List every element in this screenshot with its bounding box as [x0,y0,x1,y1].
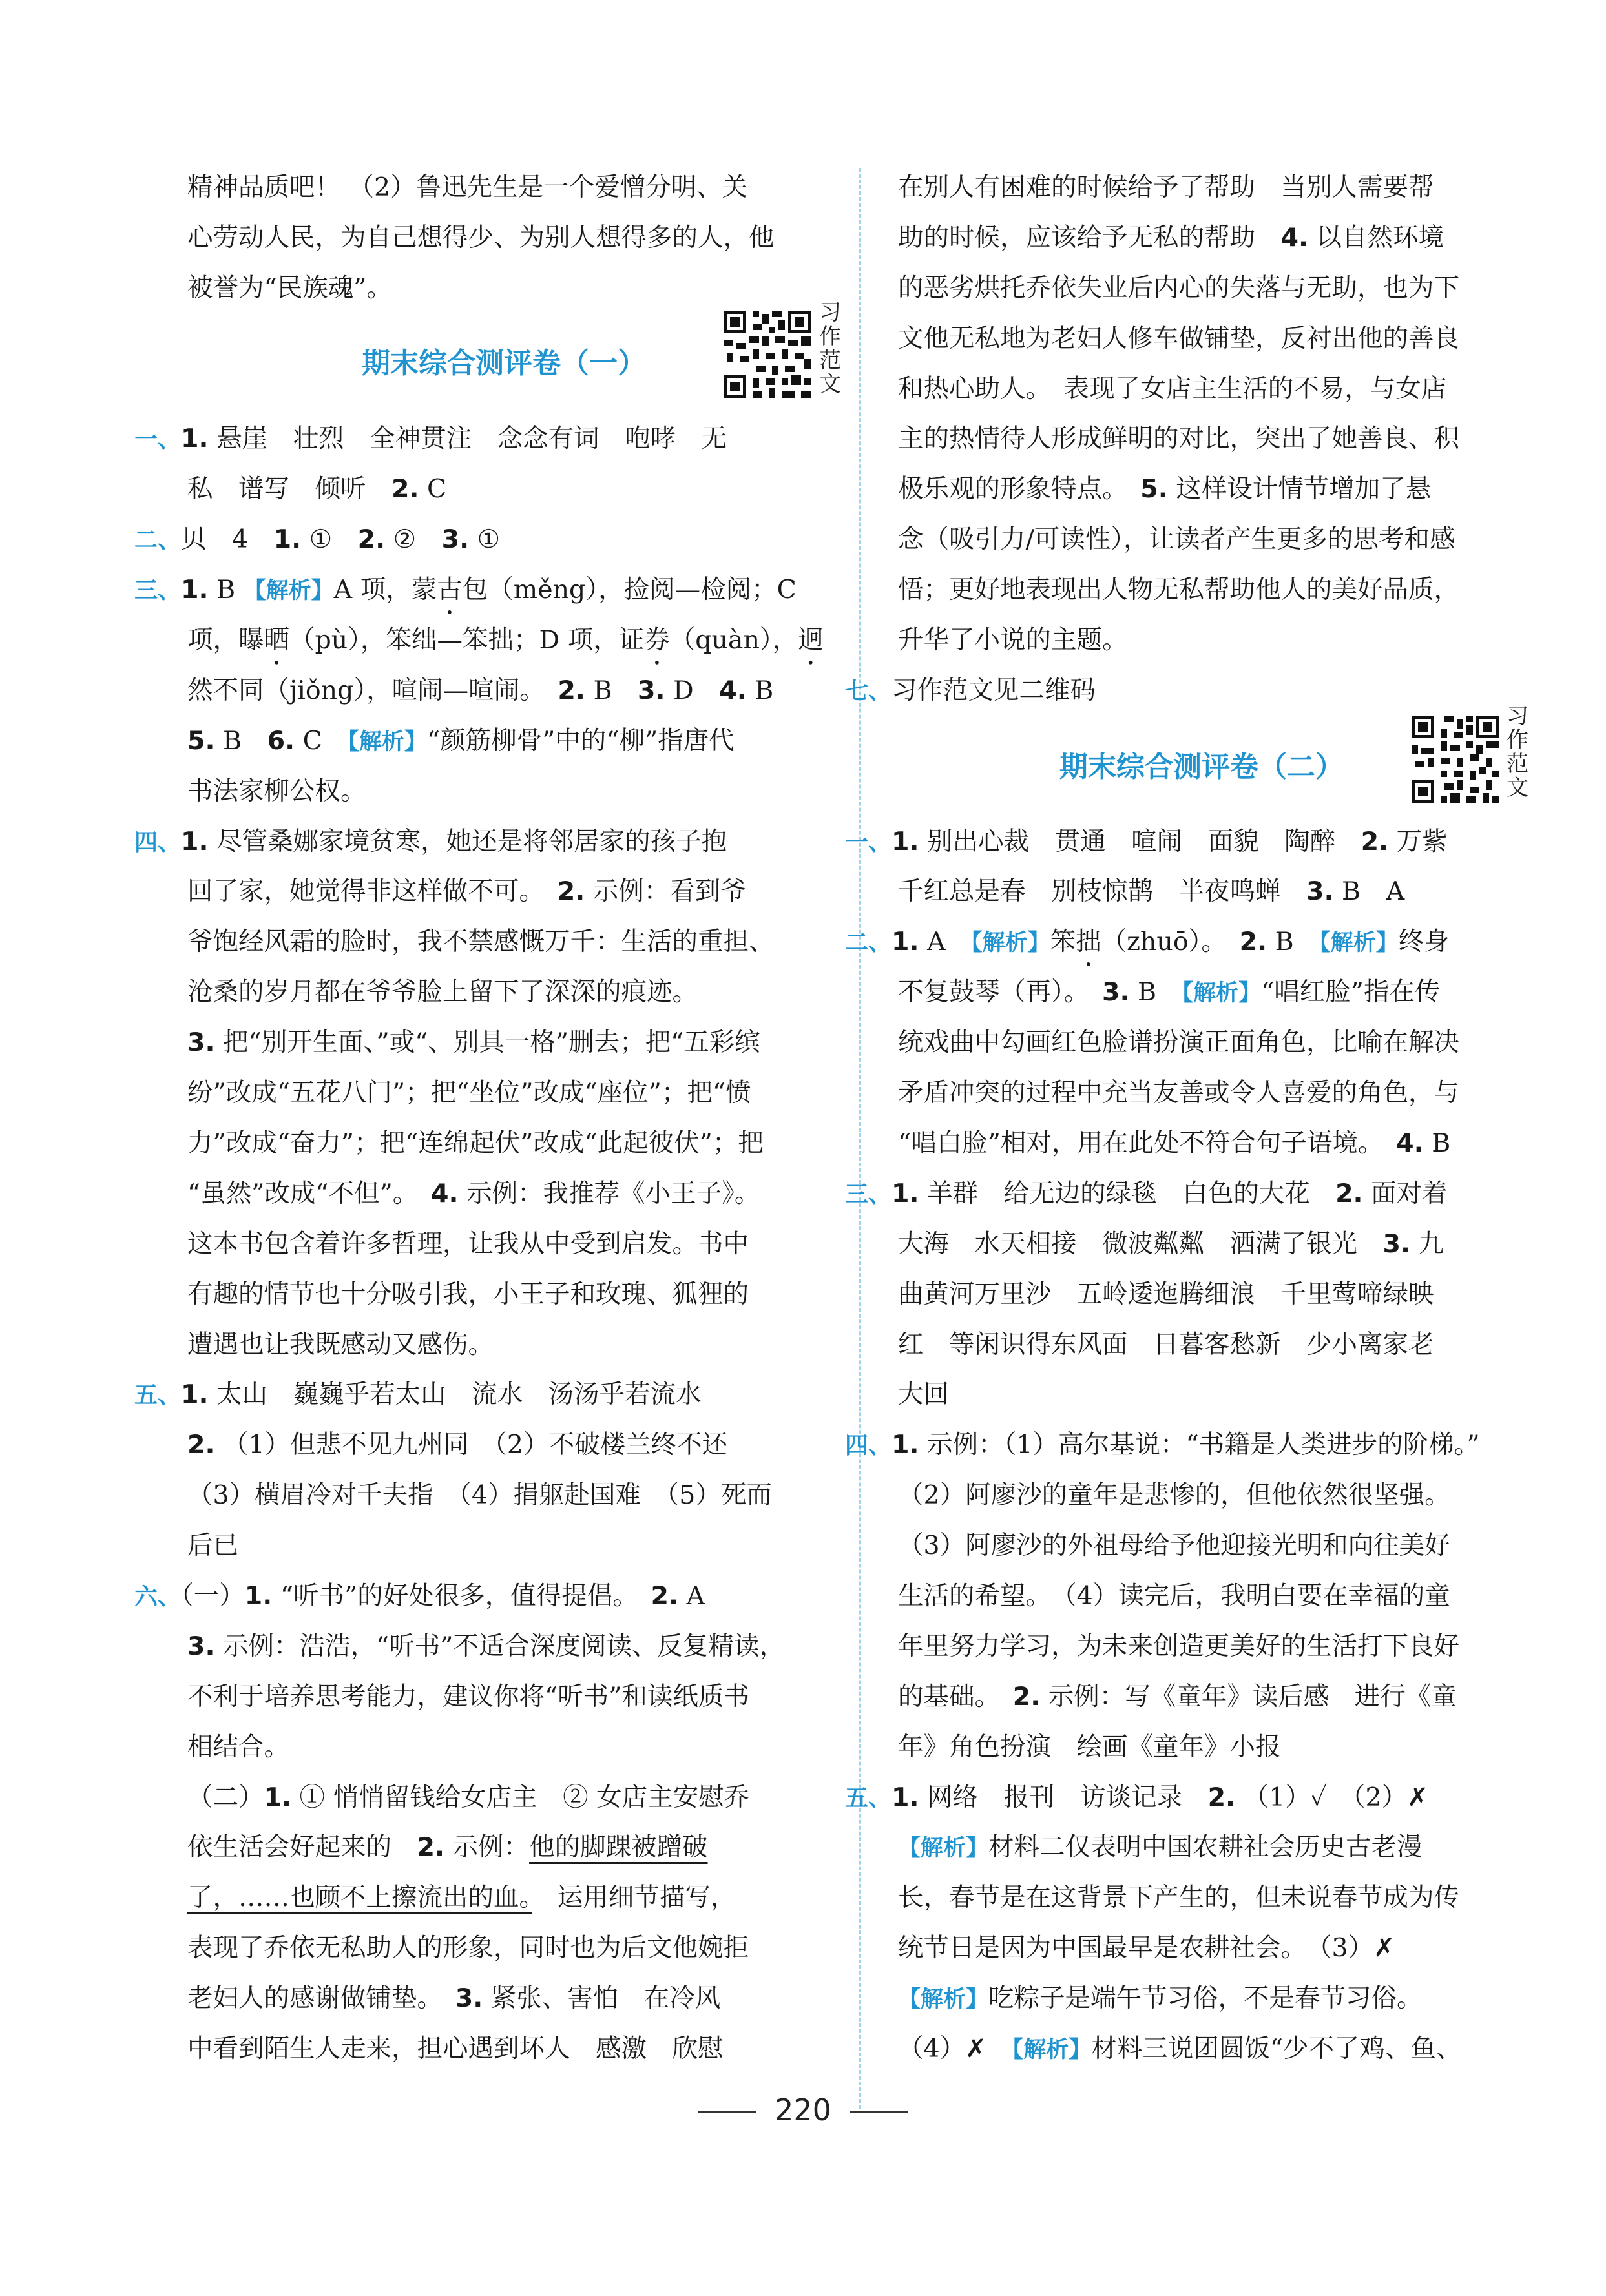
answer-text: 不利于培养思考能力，建议你将“听书”和读纸质书 [187,1681,749,1712]
answer-text: 示例：浩浩，“听书”不适合深度阅读、反复精读， [214,1631,785,1661]
answer-text: 后已 [187,1531,238,1561]
answer-line [898,1622,1544,1672]
answer-text: “虽然”改成“不但”。 [187,1178,432,1208]
answer-line [187,1219,833,1270]
question-number: 2. [187,1430,215,1460]
qr-code-icon[interactable] [720,307,814,401]
answer-text: B [746,675,774,705]
question-number: 2. [391,474,419,504]
answer-text: （quàn）， [669,625,798,656]
answer-text: 念（吸引力/可读性），让读者产生更多的思考和感 [898,524,1455,555]
question-number: 4. [1396,1128,1424,1158]
answer-text: 私 谱写 倾听 [187,474,391,504]
answer-text: A [919,927,972,957]
answer-text: 面对着 [1362,1178,1448,1208]
answer-text: 不复鼓琴（再）。 [898,977,1102,1008]
question-number: 3. [1306,876,1334,907]
answer-text: 千红总是春 别枝惊鹊 半夜鸣蝉 [898,876,1306,907]
answer-line [898,2024,1544,2074]
answer-line [898,1923,1544,1974]
qr-label: 习作范文 [1507,703,1528,801]
answer-line [187,867,833,917]
section-marker: 五、 [845,1784,892,1812]
answer-text: ① [301,524,358,555]
answer-text: 书法家柳公权。 [187,776,366,806]
emphasis-char: 券 [644,625,670,656]
answer-text: 统节日是因为中国最早是农耕社会。 （3）✗ [898,1933,1395,1963]
exam-1-title: 期末综合测评卷（一） [362,346,646,380]
exam-2-title: 期末综合测评卷（二） [1059,750,1344,783]
section-marker: 四、 [134,829,182,856]
line-text: 被誉为“民族魂”。 [187,273,392,303]
answer-line [898,1722,1544,1773]
answer-line [187,1622,833,1672]
analysis-tag: 【解析】 [243,578,334,605]
answer-text: “听书”的好处很多，值得提倡。 [272,1580,651,1611]
answer-line [187,1873,833,1923]
answer-line [898,1873,1544,1923]
answer-line [187,1471,833,1521]
answer-line [187,2024,833,2074]
answer-text: （二） [187,1782,264,1812]
analysis-tag: 【解析】 [1012,2036,1092,2063]
answer-line [187,1119,833,1169]
dash-right [850,2111,908,2113]
answer-text: B [214,725,267,756]
answer-line [898,1823,1544,1873]
answer-line [845,817,1544,867]
answer-line [187,1320,833,1370]
answer-text: 老妇人的感谢做铺垫。 [187,1983,455,2014]
answer-text: ① 悄悄留钱给女店主 ② 女店主安慰乔 [291,1782,750,1812]
answer-line [187,967,833,1018]
answer-line [134,1571,833,1622]
answer-line [187,1773,833,1823]
answer-text: 文他无私地为老妇人修车做铺垫，反衬出他的善良 [898,323,1459,353]
answer-text: 表现了乔依无私助人的形象，同时也为后文他婉拒 [187,1933,749,1963]
qr-code-icon[interactable] [1408,712,1502,806]
analysis-tag: 【解析】 [898,1987,989,2013]
answer-text: （一） [181,1580,245,1611]
exam-1-header [187,299,841,415]
answer-text: （zhuō）。 [1101,927,1240,957]
answer-text: B [585,675,638,705]
line-text: 精神品质吧！ （2）鲁迅先生是一个爱憎分明、关 [187,172,748,202]
analysis-tag: 【解析】 [898,1836,989,1862]
answer-text: 示例：我推荐《小王子》。 [458,1178,760,1208]
answer-text: （1）✓ （2）✗ [1235,1782,1429,1812]
answer-line [898,565,1544,615]
answer-line [187,1672,833,1722]
text-line [187,163,833,213]
answer-text: “唱红脸”指在传 [1261,977,1441,1008]
question-number: 3. [1102,977,1130,1008]
answer-line [187,1270,833,1320]
answer-line [187,1018,833,1068]
answer-line [898,867,1544,917]
answer-text: 大回 [898,1380,949,1410]
answer-line [845,1773,1544,1823]
qr-label: 习作范文 [819,299,841,397]
section-marker: 二、 [845,929,892,957]
answer-line [187,666,833,716]
answer-line [134,817,833,867]
answer-text: 助的时候，应该给予无私的帮助 [898,222,1281,253]
answer-text: B [1129,977,1182,1008]
answer-text: A 项，蒙 [333,575,437,605]
section-marker: 六、 [134,1583,182,1610]
answer-line [898,1219,1544,1270]
answer-line [898,515,1544,565]
answer-text: 力”改成“奋力”；把“连绵起伏”改成“此起彼伏”；把 [187,1128,764,1158]
section-marker: 三、 [845,1181,892,1208]
answer-line [898,1672,1544,1722]
question-number: 4. [1280,222,1308,253]
page-number [0,2093,1606,2127]
section-marker: 二、 [134,527,182,554]
answer-text: 相结合。 [187,1732,289,1762]
answer-line [898,464,1544,515]
question-number: 1. [892,1430,919,1460]
answer-line [187,615,833,666]
question-number: 1. [244,1580,273,1611]
answer-text: 悬崖 壮烈 全神贯注 念念有词 咆哮 无 [208,424,727,454]
answer-line [187,1974,833,2024]
answer-text: 示例：写《童年》读后感 进行《童 [1040,1681,1457,1712]
answer-text: 材料二仅表明中国农耕社会历史古老漫 [988,1832,1423,1863]
text-line [187,213,833,264]
answer-text: 有趣的情节也十分吸引我，小王子和玫瑰、狐狸的 [187,1279,749,1309]
answer-text: A [678,1580,705,1611]
answer-text: C [295,725,348,756]
answer-text: 和热心助人。 表现了女店主生活的不易，与女店 [898,373,1447,404]
answer-line [898,1119,1544,1169]
answer-text: 材料三说团圆饭“少不了鸡、鱼、 [1091,2033,1462,2063]
section-marker: 七、 [845,677,892,705]
answer-text: （2）阿廖沙的童年是悲惨的，但他依然很坚强。 [898,1480,1450,1511]
answer-text: （1）但悲不见九州同 （2）不破楼兰终不还 [214,1430,728,1460]
answer-line [134,565,833,615]
answer-line [187,1521,833,1571]
question-number: 5. [187,725,215,756]
answer-line [134,515,833,565]
answer-text: 悟；更好地表现出人物无私帮助他人的美好品质， [898,575,1459,605]
answer-text: 红 等闲识得东风面 日暮客愁新 少小离家老 [898,1329,1434,1360]
question-number: 2. [1207,1782,1236,1812]
question-number: 2. [417,1832,444,1863]
answer-line [898,1370,1544,1420]
answer-text: 习作范文见二维码 [892,675,1096,705]
answer-text: （4）✗ [898,2033,1012,2063]
answer-line [187,917,833,967]
answer-text: B [1267,927,1320,957]
question-number: 6. [267,725,295,756]
question-number: 2. [558,675,585,705]
answer-text: 然不同（jiǒng），喧闹—喧闹。 [187,675,558,705]
page-number-text: 220 [775,2093,831,2127]
text-line [187,264,833,314]
question-number: 2. [357,524,386,555]
question-number: 1. [181,826,209,856]
answer-text: ① [469,524,501,555]
answer-text: 回了家，她觉得非这样做不可。 [187,876,558,907]
question-number: 3. [637,675,665,705]
question-number: 1. [181,1380,209,1410]
analysis-tag: 【解析】 [348,729,427,755]
analysis-tag: 【解析】 [971,930,1050,957]
question-number: 1. [892,1782,919,1812]
answer-text: 终身 [1398,927,1450,957]
answer-text: “唱白脸”相对，用在此处不符合句子语境。 [898,1128,1397,1158]
answer-line [898,414,1544,464]
question-number: 1. [181,575,209,605]
answer-text: 大海 水天相接 微波粼粼 洒满了银光 [898,1228,1383,1259]
answer-text: 纷”改成“五花八门”；把“坐位”改成“座位”；把“愤 [187,1078,751,1108]
underlined-text: 他的脚踝被蹭破 [529,1832,708,1863]
emphasis-char: 拙 [1076,927,1101,957]
answer-text: 依生活会好起来的 [187,1832,417,1863]
answer-text: C [419,474,447,504]
question-number: 5. [1140,474,1168,504]
answer-text: 示例：看到爷 [585,876,746,907]
emphasis-char: 古 [437,575,463,605]
answer-text: 遭遇也让我既感动又感伤。 [187,1329,494,1360]
answer-line [898,1018,1544,1068]
question-number: 1. [273,524,302,555]
section-marker: 一、 [845,829,892,856]
answer-line [134,414,833,464]
answer-text: 贝 4 [181,524,274,555]
answer-text: 年里努力学习，为未来创造更美好的生活打下良好 [898,1631,1459,1661]
answer-text: 生活的希望。 （4）读完后，我明白要在幸福的童 [898,1580,1450,1611]
answer-text: 以自然环境 [1308,222,1444,253]
answer-line [898,615,1544,666]
answer-line [898,213,1544,264]
answer-line [845,666,1544,716]
answer-line [898,1320,1544,1370]
question-number: 3. [441,524,470,555]
answer-text: 年》角色扮演 绘画《童年》小报 [898,1732,1281,1762]
question-number: 3. [1382,1228,1410,1259]
answer-line [898,264,1544,314]
answer-line [898,364,1544,415]
answer-text: 紧张、害怕 在冷风 [483,1983,721,2014]
question-number: 1. [892,927,919,957]
answer-line [898,1521,1544,1571]
question-number: 2. [1361,826,1389,856]
answer-text: 运用细节描写， [532,1883,736,1913]
section-marker: 一、 [134,426,182,453]
question-number: 2. [1239,927,1267,957]
answer-text: 万紫 [1388,826,1448,856]
answer-text: （3）横眉冷对千夫指 （4）捐躯赴国难 （5）死而 [187,1480,772,1511]
emphasis-char: 迥 [798,625,824,656]
question-number: 3. [187,1631,215,1661]
question-number: 3. [455,1983,483,2014]
line-text: 心劳动人民，为自己想得少、为别人想得多的人，他 [187,222,775,253]
answer-text: 羊群 给无边的绿毯 白色的大花 [919,1178,1336,1208]
answer-line [187,1420,833,1471]
answer-text: 主的热情待人形成鲜明的对比，突出了她善良、积 [898,424,1459,454]
section-marker: 四、 [845,1432,892,1460]
answer-text: 笨 [1050,927,1076,957]
answer-text: 统戏曲中勾画红色脸谱扮演正面角色，比喻在解决 [898,1028,1459,1058]
answer-line [898,967,1544,1018]
answer-text: B A [1333,876,1405,907]
answer-text: 曲黄河万里沙 五岭逶迤腾细浪 千里莺啼绿映 [898,1279,1434,1309]
question-number: 2. [557,876,585,907]
right-column [845,163,1544,2074]
answer-text: （pù），笨绌—笨拙；D 项，证 [289,625,645,656]
answer-line [187,1823,833,1873]
question-number: 4. [719,675,747,705]
question-number: 1. [181,424,209,454]
left-column [134,163,841,2074]
answer-line [898,163,1544,213]
dash-left [698,2111,756,2113]
answer-text: 示例：（1）高尔基说：“书籍是人类进步的阶梯。” [919,1430,1480,1460]
answer-line [187,1068,833,1119]
question-number: 1. [264,1782,291,1812]
answer-text: 包（měng），捡阅—检阅；C [462,575,797,605]
answer-line [898,1974,1544,2024]
answer-text: 示例： [444,1832,530,1863]
answer-line [845,917,1544,967]
answer-text: 在别人有困难的时候给予了帮助 当别人需要帮 [898,172,1434,202]
answer-line [187,767,833,817]
answer-text: 尽管桑娜家境贫寒，她还是将邻居家的孩子抱 [208,826,727,856]
answer-text: B [1423,1128,1451,1158]
answer-text: 太山 巍巍乎若太山 流水 汤汤乎若流水 [208,1380,702,1410]
question-number: 1. [892,1178,919,1208]
answer-text: 项，曝 [187,625,264,656]
answer-text: 把“别开生面、”或“、别具一格”删去；把“五彩缤 [214,1028,760,1058]
answer-text: 中看到陌生人走来，担心遇到坏人 感激 欣慰 [187,2033,724,2063]
answer-line [187,1923,833,1974]
answer-line [845,1169,1544,1219]
answer-text: 爷饱经风霜的脸时，我不禁感慨万千：生活的重担、 [187,927,775,957]
answer-line [898,1270,1544,1320]
section-marker: 五、 [134,1382,182,1409]
answer-line [187,716,833,767]
answer-text: 网络 报刊 访谈记录 [919,1782,1208,1812]
answer-text: 矛盾冲突的过程中充当友善或令人喜爱的角色，与 [898,1078,1459,1108]
emphasis-char: 晒 [264,625,289,656]
analysis-tag: 【解析】 [1182,980,1262,1007]
answer-text: 极乐观的形象特点。 [898,474,1141,504]
underlined-text: 了，……也顾不上擦流出的血。 [187,1883,532,1913]
analysis-tag: 【解析】 [1319,930,1399,957]
answer-line [898,1068,1544,1119]
answer-line [898,314,1544,364]
answer-line [187,1169,833,1219]
answer-text: 这本书包含着许多哲理，让我从中受到启发。书中 [187,1228,749,1259]
answer-text: 这样设计情节增加了悬 [1167,474,1432,504]
answer-text: ② [385,524,442,555]
answer-text: （3）阿廖沙的外祖母给予他迎接光明和向往美好 [898,1531,1450,1561]
answer-line [187,1722,833,1773]
answer-text: 的基础。 [898,1681,1013,1712]
question-number: 4. [431,1178,459,1208]
answer-text: 九 [1410,1228,1444,1259]
section-marker: 三、 [134,577,182,605]
answer-line [898,1471,1544,1521]
question-number: 2. [1012,1681,1041,1712]
answer-text: 长，春节是在这背景下产生的，但未说春节成为传 [898,1883,1459,1913]
answer-line [845,1420,1544,1471]
answer-text: 别出心裁 贯通 喧闹 面貌 陶醉 [919,826,1361,856]
answer-text: B [208,575,244,605]
answer-text: D [665,675,720,705]
question-number: 2. [1335,1178,1363,1208]
answer-line [134,1370,833,1420]
answer-text: 的恶劣烘托乔依失业后内心的失落与无助，也为下 [898,273,1459,303]
answer-text: 沧桑的岁月都在爷爷脸上留下了深深的痕迹。 [187,977,698,1008]
answer-text: 升华了小说的主题。 [898,625,1128,656]
answer-text: 吃粽子是端午节习俗，不是春节习俗。 [988,1983,1423,2014]
answer-text: “颜筋柳骨”中的“柳”指唐代 [426,725,735,756]
question-number: 2. [651,1580,678,1611]
exam-2-header [898,703,1544,817]
answer-line [898,1571,1544,1622]
question-number: 3. [187,1028,215,1058]
question-number: 1. [892,826,919,856]
answer-line [187,464,833,515]
